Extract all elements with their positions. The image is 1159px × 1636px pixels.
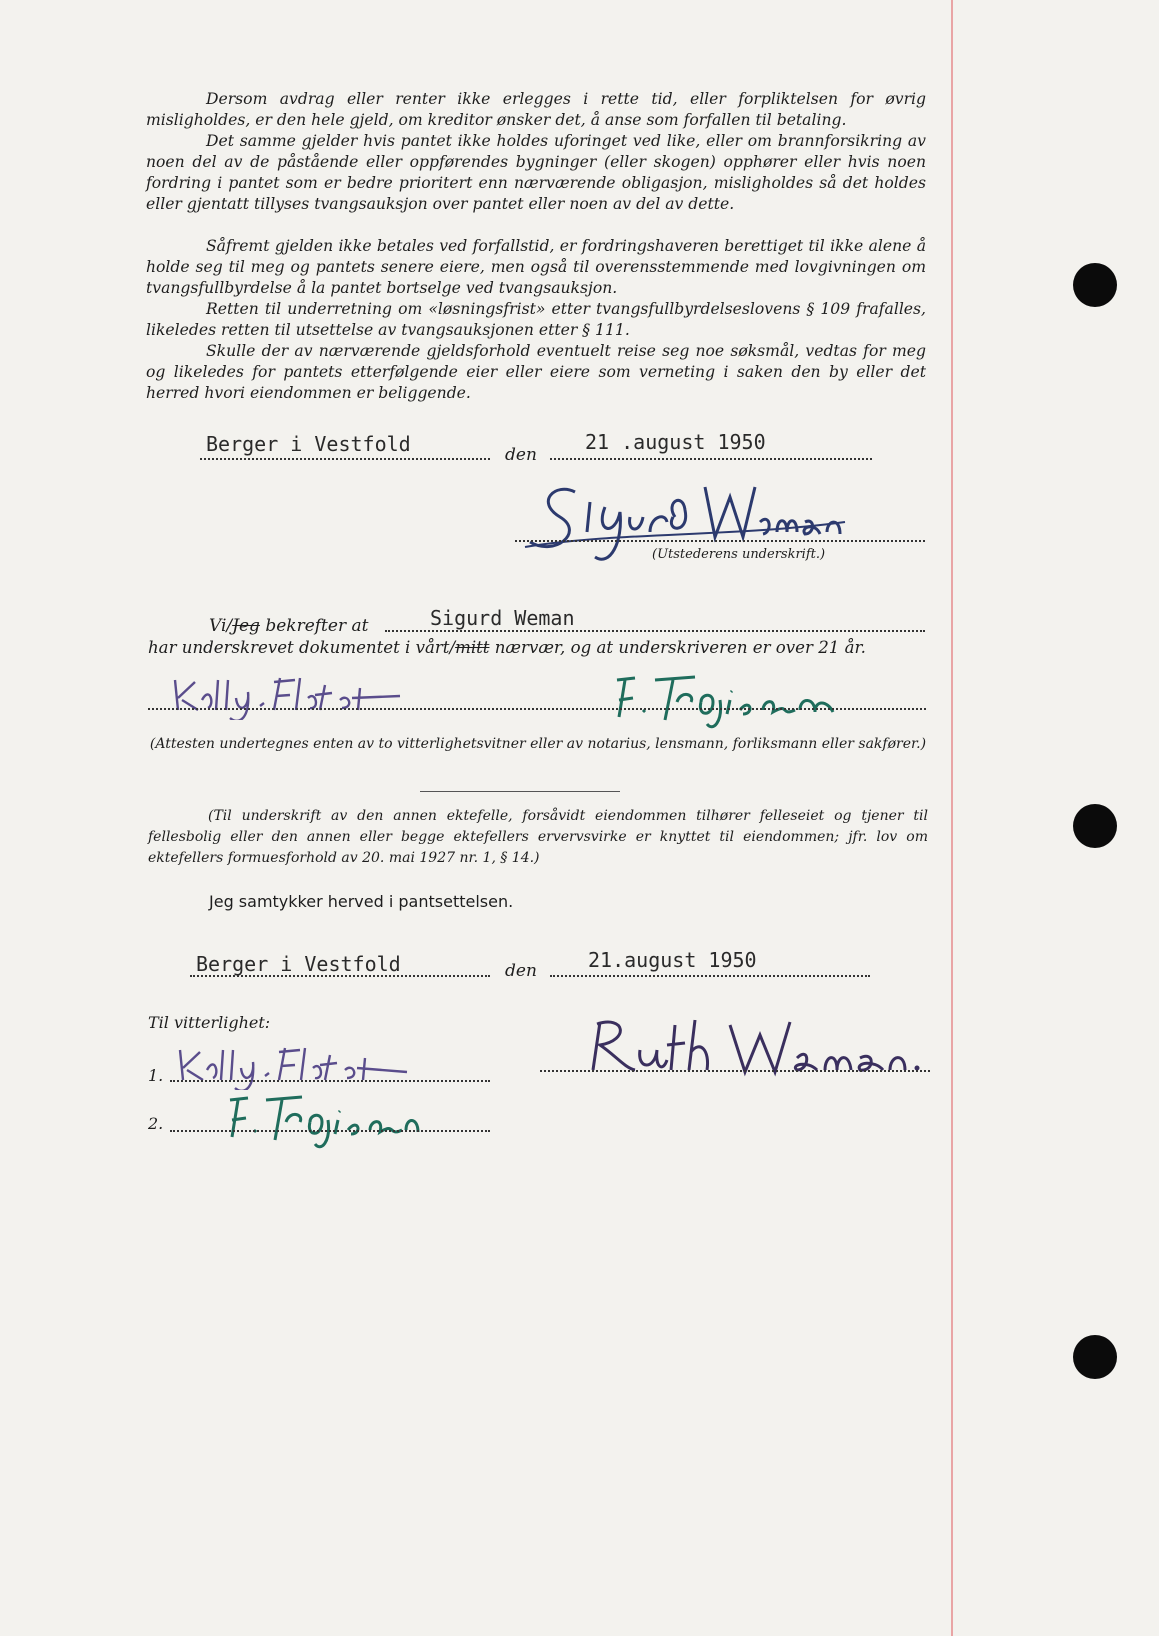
den-label: den [505,445,537,465]
spouse-signing-place: Berger i Vestfold [196,952,401,976]
attest-label: Vi/Jeg bekrefter at [209,616,369,636]
witness-number-1: 1. [148,1066,164,1085]
spouse-place-line [190,975,490,977]
margin-rule [951,0,953,1636]
issuer-signature-line [515,540,925,542]
paragraph-default: Dersom avdrag eller renter ikke erlegges i rette tid, eller forpliktelsen for øvrig misligholdes, er den hele gjeld, om kreditor ønsker det, å anse som forfallen til betaling. [146,90,926,129]
attested-name: Sigurd Weman [430,606,575,630]
punch-hole-middle [1073,804,1117,848]
spouse-witness1-line [170,1080,490,1082]
issuer-caption: (Utstederens underskrift.) [652,547,826,562]
spouse-note: (Til underskrift av den annen ektefelle, forsåvidt eiendommen tilhører felleseiet og tjener til fellesbolig eller den annen eller begge ektefellers ervervsvirke er knyttet til eiendommen; jfr. lov om ektefellers formuesforhold av 20. mai 1927 nr. 1, § 14.) [148,808,928,866]
signing-date: 21 .august 1950 [585,430,766,454]
spouse-witness2-signature [220,1092,430,1152]
spouse-signing-date: 21.august 1950 [588,948,757,972]
punch-hole-bottom [1073,1335,1117,1379]
place-line [200,458,490,460]
attest-witness1-signature [170,670,410,720]
signing-place: Berger i Vestfold [206,432,411,456]
attest-witness2-signature [605,672,845,732]
date-line [550,458,872,460]
spouse-den-label: den [505,961,537,981]
spouse-signature [585,1010,925,1090]
witness-number-2: 2. [148,1114,164,1133]
attest-witness-line [148,708,926,710]
paragraph-enforcement: Såfremt gjelden ikke betales ved forfallstid, er fordringshaveren berettiget til ikke alene å holde seg til meg og pantets senere eiere, men også til overensstemmende med lovgivningen om tvangsfullbyrdelse å la pantet bortselge ved tvangsauksjon. [146,237,926,297]
paragraph-venue: Skulle der av nærværende gjeldsforhold eventuelt reise seg noe søksmål, vedtas for meg og likeledes for pantets etterfølgende eier eller eiere som verneting i saken den by eller det herred hvori eiendommen er beliggende. [146,342,926,402]
witness-label: Til vitterlighet: [148,1013,271,1032]
spouse-witness1-signature [175,1040,415,1090]
paragraph-notice: Retten til underretning om «løsningsfrist» etter tvangsfullbyrdelseslovens § 109 frafalles, likeledes retten til utsettelse av tvangsauksjonen etter § 111. [146,300,926,339]
section-divider [420,791,620,792]
spouse-witness2-line [170,1130,490,1132]
attest-statement: har underskrevet dokumentet i vårt/mitt nærvær, og at underskriveren er over 21 år. [148,638,866,657]
attest-note: (Attesten undertegnes enten av to vitterlighetsvitner eller av notarius, lensmann, forliksmann eller sakfører.) [149,736,927,752]
spouse-date-line [550,975,870,977]
consent-text: Jeg samtykker herved i pantsettelsen. [209,892,514,911]
spouse-signature-line [540,1070,930,1072]
attested-name-line [385,630,925,632]
punch-hole-top [1073,263,1117,307]
paragraph-insurance: Det samme gjelder hvis pantet ikke holdes uforinget ved like, eller om brannforsikring av noen del av de påstående eller oppførendes bygninger (eller skogen) opphører eller hvis noen fordring i pantet som er bedre prioritert enn nærværende obligasjon, misligholdes så det holdes eller gjentatt tillyses tvangsauksjon over pantet eller noen av del av dette. [146,132,926,213]
